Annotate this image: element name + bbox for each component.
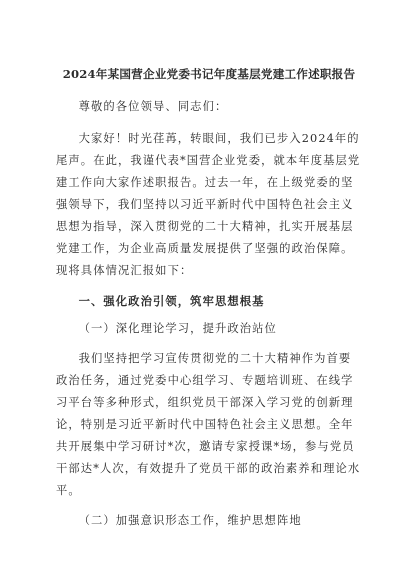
section-heading-1: 一、强化政治引领，筑牢思想根基 (78, 294, 265, 308)
paragraph-study: 我们坚持把学习宣传贯彻党的二十大精神作为首要政治任务，通过党委中心组学习、专题培训班、在线学习平台等多种形式，组织党员干部深入学习党的创新理论，特别是习近平新时代中国特色社会主义思想。全年共开展集中学习研讨*次，邀请专家授课*场，参与党员干部达*人次，有效提升了党员干部的政治素养和理论水平。 (56, 352, 361, 497)
subsection-heading-2: （二）加强意识形态工作，维护思想阵地 (78, 514, 302, 527)
subsection-heading-1: （一）深化理论学习，提升政治站位 (78, 322, 277, 335)
document-title: 2024年某国营企业党委书记年度基层党建工作述职报告 (62, 67, 356, 81)
paragraph-intro: 大家好！时光荏苒，转眼间，我们已步入2024年的尾声。在此，我谨代表*国营企业党委，就本年度基层党建工作向大家作述职报告。过去一年，在上级党委的坚强领导下，我们坚持以习近平新时代中国特色社会主义思想为指导，深入贯彻党的二十大精神，扎实开展基层党建工作，为企业高质量发展提供了坚强的政治保障。现将具体情况汇报如下： (56, 132, 361, 277)
greeting: 尊敬的各位领导、同志们： (78, 100, 228, 113)
